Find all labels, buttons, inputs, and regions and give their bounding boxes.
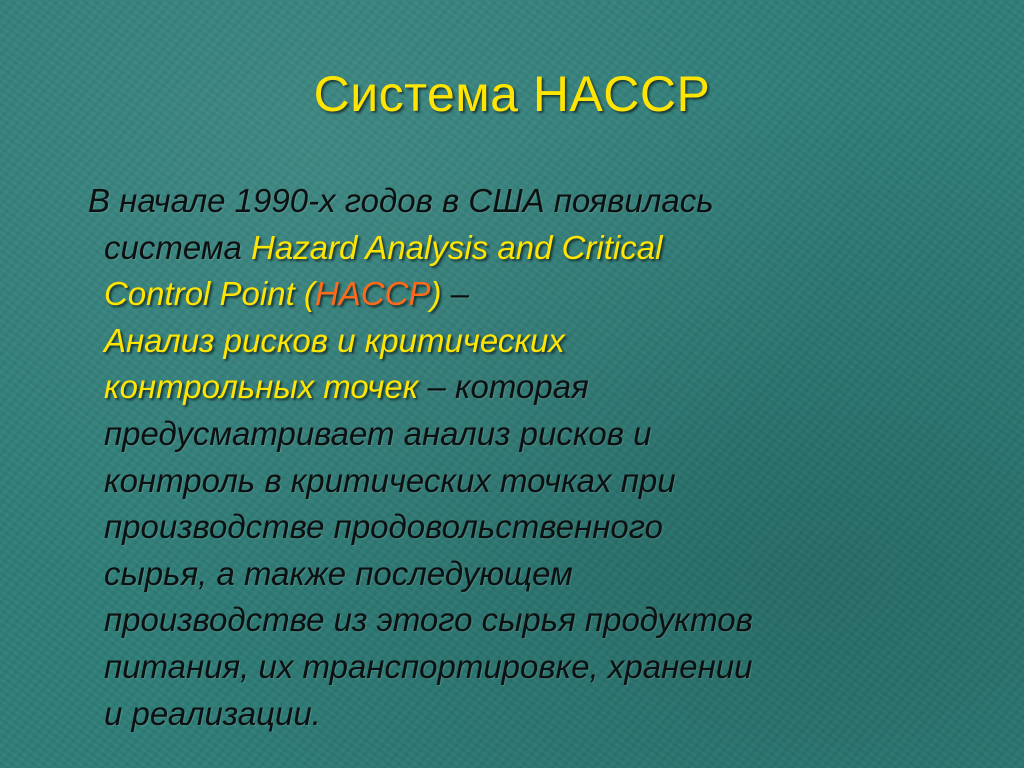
- body-line-6: предусматривает анализ рисков и: [104, 414, 652, 452]
- body-line-12: и реализации.: [104, 694, 321, 732]
- highlight-term-en-cont: Control Point (: [104, 275, 315, 313]
- body-line-2: [104, 225, 964, 272]
- body-line-10: производстве из этого сырья продуктов: [104, 601, 753, 639]
- highlight-paren-close: ): [430, 275, 442, 313]
- body-line-9: сырья, а также последующем: [104, 554, 573, 592]
- highlight-acronym: HACCP: [314, 275, 431, 313]
- body-line-7: контроль в критических точках при: [104, 461, 676, 499]
- body-text-segment: система: [104, 228, 251, 266]
- slide-body-text: [88, 178, 964, 737]
- highlight-term-ru: Анализ рисков и критических: [104, 321, 565, 359]
- body-line-11: питания, их транспортировке, хранении: [104, 647, 753, 685]
- body-line-5: [104, 364, 964, 411]
- body-line-1: [88, 178, 964, 225]
- body-line-4: [104, 318, 964, 365]
- body-text-segment: В начале 1990-х годов в США появилась: [88, 182, 714, 219]
- highlight-term-ru-cont: контрольных точек: [104, 368, 419, 406]
- body-line-3: [104, 271, 964, 318]
- body-text-segment: –: [441, 275, 469, 313]
- highlight-term-en: Hazard Analysis and Critical: [250, 228, 663, 266]
- body-line-8: производстве продовольственного: [104, 508, 663, 546]
- body-text-segment: – которая: [418, 368, 589, 406]
- slide-title: Система HACCP: [313, 66, 711, 122]
